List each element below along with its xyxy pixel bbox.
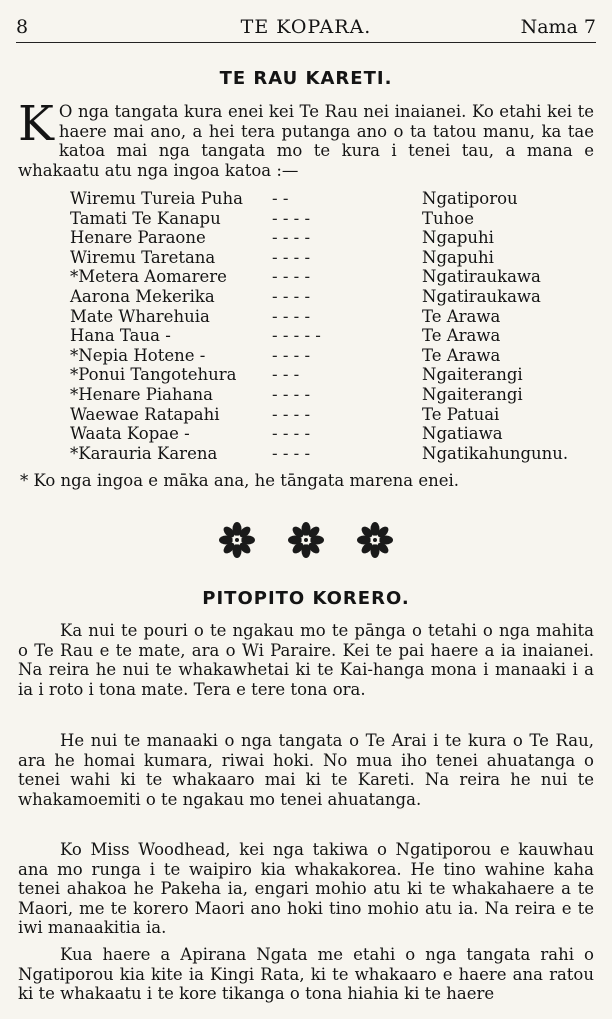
student-name: Mate Wharehuia	[70, 306, 210, 326]
news-paragraph: Ka nui te pouri o te ngakau mo te pānga o tetahi o nga mahita o Te Rau e te mate, ara o Wi Paraire. Kei te pai haere a ia inaianei. Na reira he nui te whakawhetai ki te Kai-hanga mona i manaaki i a ia i roto i tona mate. Tera e tere tona ora.	[18, 621, 594, 699]
leader-dashes: - - - -	[272, 286, 311, 306]
student-name: *Ponui Tangotehura	[70, 365, 237, 385]
roster-row	[70, 209, 590, 229]
tribe-name: Ngaiterangi	[422, 384, 523, 404]
news-paragraph: Ko Miss Woodhead, kei nga takiwa o Ngatiporou e kauwhau ana mo runga i te waipiro kia whakakorea. He tino wahine kaha tenei ahakoa he Pakeha ia, engari mohio atu ki te whakahaere a te Maori, me te korero Maori ano hoki tino mohio atu ia. Na reira e te iwi manaakitia ia.	[18, 840, 594, 937]
footnote: * Ko nga ingoa e māka ana, he tāngata marena enei.	[20, 471, 460, 490]
flower-ornament-icon	[288, 522, 324, 558]
leader-dashes: - - - -	[272, 404, 311, 424]
student-name: Wiremu Tureia Puha	[70, 189, 243, 208]
roster-row	[70, 424, 590, 444]
leader-dashes: - - - -	[272, 306, 311, 326]
tribe-name: Ngatikahungunu.	[422, 443, 569, 463]
news-paragraph: He nui te manaaki o nga tangata o Te Arai i te kura o Te Rau, ara he homai kumara, riwai hoki. No mua iho tenei ahuatanga o tenei wahi ki te whakaaro mai ki te Kareti. Na reira he nui te whakamoemiti o te ngakau mo tenei ahuatanga.	[18, 731, 594, 809]
tribe-name: Ngatiraukawa	[422, 286, 541, 306]
issue-number: Nama 7	[520, 16, 596, 38]
student-name: Henare Paraone	[70, 228, 206, 248]
student-name: Waewae Ratapahi	[70, 404, 220, 424]
tribe-name: Te Arawa	[422, 306, 501, 326]
tribe-name: Ngatiraukawa	[422, 267, 541, 287]
news-paragraph: Kua haere a Apirana Ngata me etahi o nga tangata rahi o Ngatiporou kia kite ia Kingi Rata, ki te whakaaro e haere ana ratou ki te whakaatu i te kore tikanga o tona hiahia ki te haere	[18, 945, 594, 1003]
roster-row	[70, 444, 590, 464]
page-number: 8	[16, 16, 29, 38]
leader-dashes: - - - - -	[272, 326, 321, 346]
student-name: Hana Taua -	[70, 326, 171, 346]
roster-row	[70, 307, 590, 327]
leader-dashes: - - - -	[272, 208, 311, 228]
ornament-divider	[0, 522, 612, 562]
tribe-name: Tuhoe	[422, 208, 474, 228]
roster-row	[70, 346, 590, 366]
tribe-name: Te Patuai	[422, 404, 500, 424]
student-name: Tamati Te Kanapu	[70, 208, 221, 228]
tribe-name: Ngapuhi	[422, 228, 494, 248]
leader-dashes: - - - -	[272, 443, 311, 463]
tribe-name: Te Arawa	[422, 345, 501, 365]
drop-cap: K	[18, 96, 54, 152]
leader-dashes: - - - -	[272, 345, 311, 365]
roster-row	[70, 228, 590, 248]
leader-dashes: - - - -	[272, 384, 311, 404]
roster-row	[70, 248, 590, 268]
student-name: *Henare Piahana	[70, 384, 213, 404]
leader-dashes: - - - -	[272, 424, 311, 444]
roster-row	[70, 326, 590, 346]
flower-ornament-icon	[357, 522, 393, 558]
tribe-name: Te Arawa	[422, 326, 501, 346]
intro-text: O nga tangata kura enei kei Te Rau nei inaianei. Ko etahi kei te haere mai ano, a hei tera putanga ano o ta tatou manu, ka tae katoa mai nga tangata mo te kura i tenei tau, a mana e whakaatu atu nga ingoa katoa :—	[18, 102, 594, 180]
roster-row	[70, 287, 590, 307]
roster-row	[70, 405, 590, 425]
leader-dashes: - - - -	[272, 247, 311, 267]
roster-row	[70, 365, 590, 385]
flower-ornament-icon	[219, 522, 255, 558]
student-name: *Metera Aomarere	[70, 267, 227, 287]
roster-row	[70, 385, 590, 405]
leader-dashes: - - - -	[272, 228, 311, 248]
student-name: Waata Kopae -	[70, 424, 190, 444]
tribe-name: Ngatiporou	[422, 189, 518, 208]
student-name: *Karauria Karena	[70, 443, 218, 463]
tribe-name: Ngaiterangi	[422, 365, 523, 385]
leader-dashes: - - - -	[272, 267, 311, 287]
roster-row	[70, 189, 590, 209]
student-roster	[70, 189, 590, 463]
section-heading-te-rau-kareti: TE RAU KARETI.	[219, 68, 393, 89]
student-name: Aarona Mekerika	[70, 286, 215, 306]
leader-dashes: - - -	[272, 365, 300, 385]
publication-title: TE KOPARA.	[240, 16, 372, 38]
tribe-name: Ngapuhi	[422, 247, 494, 267]
tribe-name: Ngatiawa	[422, 424, 503, 444]
section-heading-pitopito-korero: PITOPITO KORERO.	[202, 588, 410, 609]
roster-row	[70, 267, 590, 287]
leader-dashes: - -	[272, 189, 289, 208]
student-name: Wiremu Taretana	[70, 247, 216, 267]
intro-paragraph	[18, 96, 594, 180]
student-name: *Nepia Hotene -	[70, 345, 206, 365]
running-header	[16, 14, 596, 43]
